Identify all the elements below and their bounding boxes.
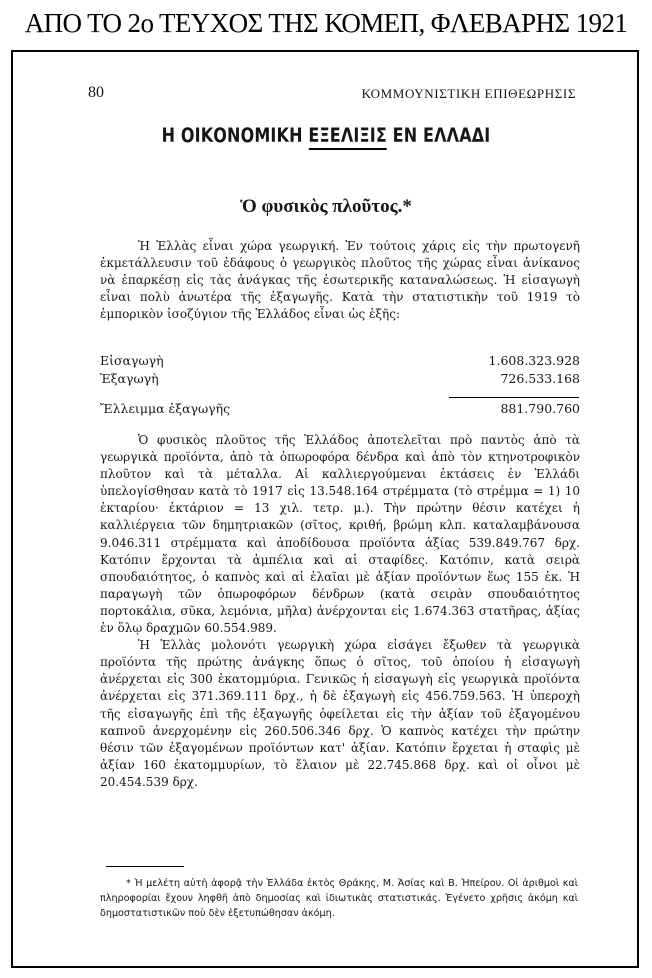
section-heading: Ὁ φυσικὸς πλοῦτος.*: [240, 196, 412, 217]
article-title: [59, 124, 594, 147]
total-value: 881.790.760: [500, 401, 580, 416]
page-number: 80: [88, 84, 104, 101]
paragraph-text: Ἡ Ἑλλὰς εἶναι χώρα γεωργική. Ἐν τούτοις χάρις εἰς τὴν πρωτογενῆ ἐκμετάλλευσιν τοῦ ἐδάφους ὁ γεωργικὸς πλοῦτος τῆς χώρας εἶναι ἀνίκανος νὰ ἐπαρκέσῃ εἰς τὰς ἀνάγκας τῆς ἐσωτερικῆς καταναλώσεως. Ἡ εἰσαγωγὴ εἶναι πολὺ ἀνωτέρα τῆς ἐξαγωγῆς. Κατὰ τὴν στατιστικὴν τοῦ 1919 τὸ ἐμπορικὸν ἰσοζύγιον τῆς Ἑλλάδος εἶναι ὡς ἑξῆς:: [100, 239, 580, 322]
total-label: Ἔλλειμμα ἐξαγωγῆς: [100, 401, 231, 416]
table-row: [100, 370, 580, 388]
paragraph-intro: [100, 238, 580, 323]
row-value-exports: 726.533.168: [500, 371, 580, 386]
banner-caption: ΑΠΟ ΤΟ 2ο ΤΕΥΧΟΣ ΤΗΣ ΚΟΜΕΠ, ΦΛΕΒΑΡΗΣ 1921: [24, 8, 628, 38]
table-row: [100, 352, 580, 370]
paragraph-text: Ὁ φυσικὸς πλοῦτος τῆς Ἑλλάδος ἀποτελεῖται πρὸ παντὸς ἀπὸ τὰ γεωργικὰ προϊόντα, ἀπὸ τὰ ὀπωροφόρα δένδρα καὶ ἀπὸ τὸν κτηνοτροφικὸν πλοῦτον καὶ τὰ μέταλλα. Αἱ καλλιεργούμεναι ἐκτάσεις ἐν Ἑλλάδι ὑπελογίσθησαν κατὰ τὸ 1917 εἰς 13.548.164 στρέμματα (τὸ στρέμμα = 1) 10 ἐκταρίου· ἐκτάριον = 13 χιλ. τετρ. μ.). Τὴν πρώτην θέσιν κατέχει ἡ καλλιέργεια τῶν δημητριακῶν (σῖτος, κριθή, βρώμη κλπ. καταλαμβάνουσα 9.046.311 στρέμματα καὶ ἀποδίδουσα προϊόντα ἀξίας 539.849.767 δρχ. Κατόπιν ἔρχονται τὰ ἀμπέλια καὶ αἱ σταφίδες. Κατόπιν, κατὰ σειρὰ σπουδαιότητος, ὁ καπνὸς καὶ αἱ ἐλαῖαι μὲ ἀξίαν προϊόντων ἕως 155 ἑκ. Ἡ παραγωγὴ τῶν ὀπωροφόρων δένδρων (κατὰ σειρὰν σπουδαιότητος πορτοκάλια, σῦκα, λεμόνια, μῆλα) ἀνέρχονται εἰς 1.674.363 στατῆρας, ἀξίας ἐν ὅλῳ δραχμῶν 60.554.989.: [100, 433, 580, 636]
paragraph-text: Ἡ Ἑλλὰς μολονότι γεωργικὴ χώρα εἰσάγει ἔξωθεν τὰ γεωργικὰ προϊόντα τῆς πρώτης ἀνάγκης ὅπως ὁ σῖτος, τοῦ ὁποίου ἡ εἰσαγωγὴ ἀνέρχεται εἰς 300 ἑκατομμύρια. Γενικῶς ἡ εἰσαγωγὴ εἰς γεωργικὰ προϊόντα ἀνέρχεται εἰς 371.369.111 δρχ., ἡ δὲ ἐξαγωγὴ εἰς 456.759.563. Ἡ ὑπεροχὴ τῆς εἰσαγωγῆς ἐπὶ τῆς ἐξαγωγῆς ὀφείλεται εἰς τὴν ἀξίαν τοῦ ἐξαγομένου καπνοῦ ἀνερχομένην εἰς 260.506.346 δρχ. Ὁ καπνὸς κατέχει τὴν πρώτην θέσιν τῶν ἐξαγομένων προϊόντων κατ' ἀξίαν. Κατόπιν ἔρχεται ἡ σταφὶς μὲ ἀξίαν 160 ἑκατομμυρίων, τὸ ἔλαιον μὲ 22.745.868 δρχ. καὶ οἱ οἶνοι μὲ 20.454.539 δρχ.: [100, 638, 580, 789]
row-label-imports: Εἰσαγωγὴ: [100, 353, 164, 368]
title-underlined-word: ΕΞΕΛΙΞΙΣ: [308, 124, 387, 150]
row-label-exports: Ἐξαγωγὴ: [100, 371, 159, 386]
trade-balance-table: [100, 352, 580, 388]
title-part-2: ΕΝ ΕΛΛΑΔΙ: [386, 124, 491, 147]
row-value-imports: 1.608.323.928: [488, 353, 580, 368]
footnote: [100, 876, 578, 922]
running-head: ΚΟΜΜΟΥΝΙΣΤΙΚΗ ΕΠΙΘΕΩΡΗΣΙΣ: [361, 86, 576, 101]
title-part-1: Η ΟΙΚΟΝΟΜΙΚΗ: [161, 124, 309, 147]
paragraph-main: [100, 432, 580, 791]
sum-rule: [449, 397, 579, 398]
footnote-rule: [106, 866, 184, 867]
table-total-row: [100, 401, 580, 416]
footnote-text: * Ἡ μελέτη αὐτὴ ἀφορᾷ τὴν Ἑλλάδα ἐκτὸς Θράκης, Μ. Ἀσίας καὶ Β. Ἠπείρου. Οἱ ἀριθμοὶ καὶ πληροφορίαι ἔχουν ληφθῆ ἀπὸ δημοσίας καὶ ἰδιωτικὰς στατιστικάς. Ἐγένετο χρῆσις ἀκόμη καὶ δημοστατιστικῶν ποὺ δὲν ἐξετυπώθησαν ἀκόμη.: [100, 878, 578, 920]
